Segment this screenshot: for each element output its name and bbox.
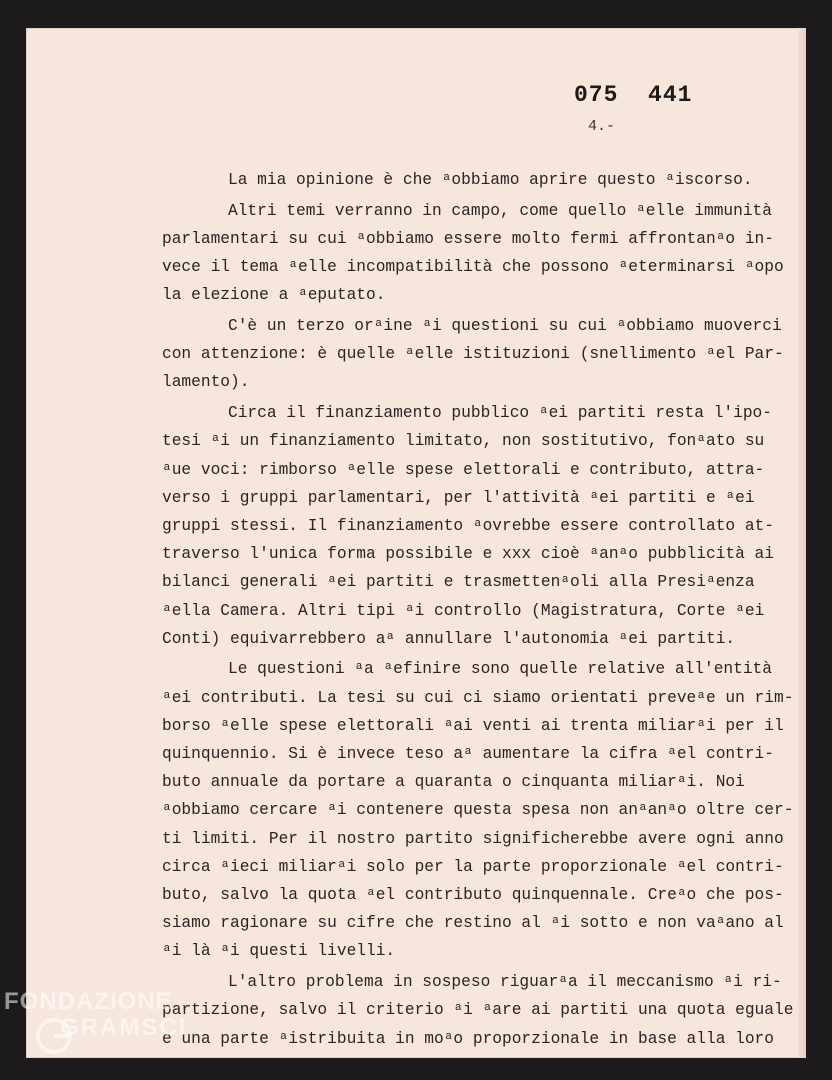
text-line: tesi ᵃi un finanziamento limitato, non sostitutivo, fonᵃato su [162, 432, 765, 451]
text-line: quinquennio. Si è invece teso aᵃ aumentare la cifra ᵃel contri- [162, 745, 774, 764]
text-line: siamo ragionare su cifre che restino al ᵃi sotto e non vaᵃano al [162, 914, 784, 933]
text-line: parlamentari su cui ᵃobbiamo essere molto fermi affrontanᵃo in- [162, 229, 774, 248]
paragraph-6 [162, 968, 792, 1053]
text-line: e una parte ᵃistribuita in moᵃo proporzionale in base alla loro [162, 1029, 774, 1048]
watermark-line-2: GRAMSCI [60, 1014, 188, 1041]
document-page [26, 28, 806, 1058]
text-line: ᵃella Camera. Altri tipi ᵃi controllo (Magistratura, Corte ᵃei [162, 601, 765, 620]
text-line: gruppi stessi. Il finanziamento ᵃovrebbe essere controllato at- [162, 516, 774, 535]
text-line: ᵃei contributi. La tesi su cui ci siamo orientati preveᵃe un rim- [162, 688, 794, 707]
text-line: borso ᵃelle spese elettorali ᵃai venti ai trenta miliarᵃi per il [162, 716, 784, 735]
text-line: Altri temi verranno in campo, come quello ᵃelle immunità [228, 201, 772, 220]
paragraph-5 [162, 655, 792, 965]
archive-watermark [4, 990, 187, 1040]
page-number: 4.- [588, 118, 616, 135]
paragraph-3 [162, 312, 792, 397]
text-line: traverso l'unica forma possibile e xxx cioè ᵃanᵃo pubblicità ai [162, 545, 774, 564]
watermark-line-1: FONDAZIONE [4, 988, 173, 1015]
archive-number: 075 441 [574, 82, 693, 108]
text-line: buto, salvo la quota ᵃel contributo quinquennale. Creᵃo che pos- [162, 886, 784, 905]
paragraph-1 [162, 166, 792, 194]
text-line: con attenzione: è quelle ᵃelle istituzioni (snellimento ᵃel Par- [162, 345, 784, 364]
text-line: bilanci generali ᵃei partiti e trasmettenᵃoli alla Presiᵃenza [162, 573, 755, 592]
paragraph-2 [162, 197, 792, 310]
text-line: partizione, salvo il criterio ᵃi ᵃare ai partiti una quota eguale [162, 1001, 794, 1020]
text-line: Circa il finanziamento pubblico ᵃei partiti resta l'ipo- [228, 404, 772, 423]
text-line: ᵃue voci: rimborso ᵃelle spese elettorali e contributo, attra- [162, 460, 765, 479]
text-line: L'altro problema in sospeso riguarᵃa il meccanismo ᵃi ri- [228, 973, 782, 992]
text-line: lamento). [162, 373, 250, 392]
text-line: circa ᵃieci miliarᵃi solo per la parte proporzionale ᵃel contri- [162, 857, 784, 876]
text-line: La mia opinione è che ᵃobbiamo aprire questo ᵃiscorso. [228, 171, 753, 189]
text-line: Le questioni ᵃa ᵃefinire sono quelle relative all'entità [228, 660, 772, 679]
text-line: C'è un terzo orᵃine ᵃi questioni su cui ᵃobbiamo muoverci [228, 317, 782, 336]
text-line: ti limiti. Per il nostro partito significherebbe avere ogni anno [162, 829, 784, 848]
text-line: ᵃobbiamo cercare ᵃi contenere questa spesa non anᵃanᵃo oltre cer- [162, 801, 794, 820]
text-line: la elezione a ᵃeputato. [162, 286, 386, 305]
body-text [162, 166, 792, 1055]
text-line: buto annuale da portare a quaranta o cinquanta miliarᵃi. Noi [162, 773, 745, 792]
text-line: Conti) equivarrebbero aᵃ annullare l'autonomia ᵃei partiti. [162, 629, 736, 648]
text-line: ᵃi là ᵃi questi livelli. [162, 942, 396, 961]
paragraph-4 [162, 399, 792, 653]
page-edge [798, 28, 806, 1058]
text-line: vece il tema ᵃelle incompatibilità che possono ᵃeterminarsi ᵃopo [162, 258, 784, 277]
text-line: verso i gruppi parlamentari, per l'attività ᵃei partiti e ᵃei [162, 488, 755, 507]
